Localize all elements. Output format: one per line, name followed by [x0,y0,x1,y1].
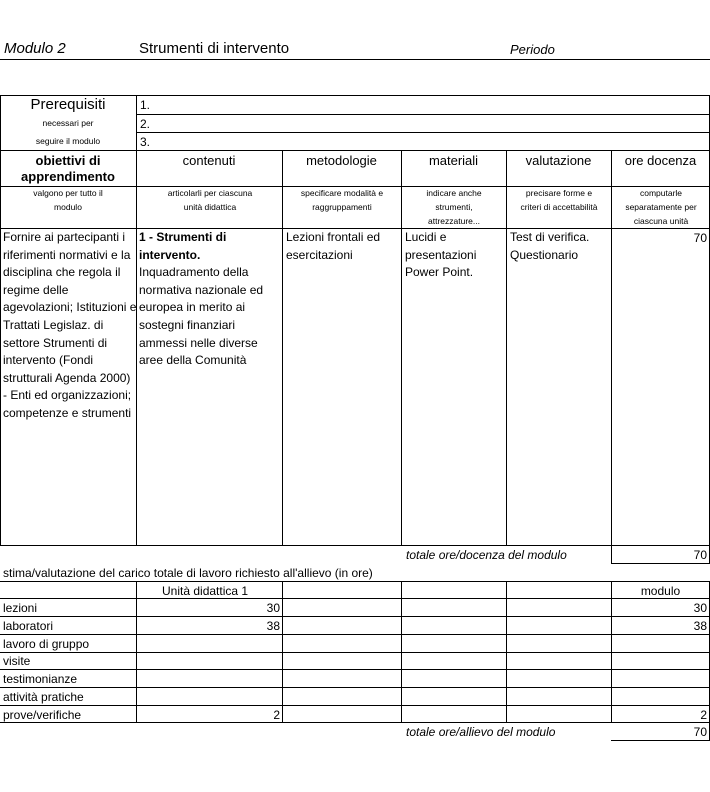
modulo-header: modulo [640,584,681,598]
header-underline [0,59,710,60]
col-header-materiali: materiali [428,153,479,168]
prereq-item-2: 2. [140,117,151,131]
col-header-contenuti: contenuti [182,153,236,168]
grid-line [401,581,402,722]
grid-line [0,545,710,546]
note-obiettivi: valgono per tutto il modulo [33,188,103,212]
module-number: Modulo 2 [4,40,66,57]
workload-modulo-value: 2 [700,708,707,722]
prereq-item-3: 3. [140,135,151,149]
grid-line [0,634,710,635]
workload-label: lezioni [3,601,38,615]
grid-line [506,150,507,545]
workload-label: laboratori [3,619,54,633]
prereq-title: Prerequisiti [30,96,106,113]
prereq-sub1: necessari per [42,118,94,128]
col-header-obiettivi: obiettivi di apprendimento [21,153,115,184]
contenuti-body: Inquadramento della normativa nazionale ed europea in merito ai sostegni finanziari ammessi nelle diverse aree della Comunità [139,265,264,368]
stima-title: stima/valutazione del carico totale di lavoro richiesto all'allievo (in ore) [3,566,373,580]
grid-line [0,150,1,545]
grid-line [0,150,710,151]
cell-contenuti [139,229,279,370]
workload-label: prove/verifiche [3,708,82,722]
col-header-valutazione: valutazione [525,153,592,168]
note-contenuti: articolarli per ciascuna unità didattica [167,188,253,212]
grid-line [611,740,710,741]
grid-line [0,598,710,599]
workload-unit-value: 30 [266,601,280,615]
grid-line [282,150,283,545]
prereq-item-1: 1. [140,98,151,112]
grid-line [0,616,710,617]
grid-line [0,687,710,688]
grid-line [0,652,710,653]
cell-materiali: Lucidi e presentazioni Power Point. [405,230,477,280]
prereq-sub2: seguire il modulo [35,136,101,146]
grid-line [0,669,710,670]
workload-modulo-value: 38 [693,619,707,633]
grid-line [0,722,710,723]
unit-header: Unità didattica 1 [162,584,249,598]
total-allievo-label: totale ore/allievo del modulo [406,725,556,739]
grid-line [282,581,283,722]
grid-line [136,95,137,150]
workload-modulo-value: 30 [693,601,707,615]
total-allievo-value: 70 [693,725,707,739]
workload-label: visite [3,654,31,668]
note-materiali: indicare anche strumenti, attrezzature... [426,188,482,226]
grid-line [136,132,710,133]
cell-metodologie: Lezioni frontali ed esercitazioni [286,230,381,262]
workload-label: testimonianze [3,672,78,686]
col-header-metodologie: metodologie [306,153,377,168]
period-label: Periodo [510,42,555,57]
grid-line [401,150,402,545]
col-header-ore: ore docenza [624,153,697,168]
grid-line [611,150,612,563]
total-docenza-label: totale ore/docenza del modulo [406,548,567,562]
grid-line [506,581,507,722]
module-title: Strumenti di intervento [139,40,290,57]
cell-valutazione: Test di verifica. Questionario [510,230,590,262]
contenuti-title: 1 - Strumenti di intervento. [139,230,227,262]
cell-obiettivi: Fornire ai partecipanti i riferimenti normativi e la disciplina che regola il regime delle agevolazioni; Istituzioni e Trattati Legislaz. di settore Strumenti di intervento (Fondi strutturali Agenda 2000) - Enti ed organizzazioni; competenze e strumenti [3,230,137,420]
note-valutazione: precisare forme e criteri di accettabilità [520,188,598,212]
workload-label: attività pratiche [3,690,84,704]
grid-line [0,705,710,706]
workload-unit-value: 2 [273,708,280,722]
note-metodologie: specificare modalità e raggruppamenti [300,188,384,212]
grid-line [136,114,710,115]
workload-label: lavoro di gruppo [3,637,90,651]
grid-line [611,563,710,564]
note-ore: computarle separatamente per ciascuna unità [625,188,697,226]
grid-line [0,581,710,582]
workload-unit-value: 38 [266,619,280,633]
total-docenza-value: 70 [693,548,707,562]
cell-ore: 70 [693,231,707,245]
